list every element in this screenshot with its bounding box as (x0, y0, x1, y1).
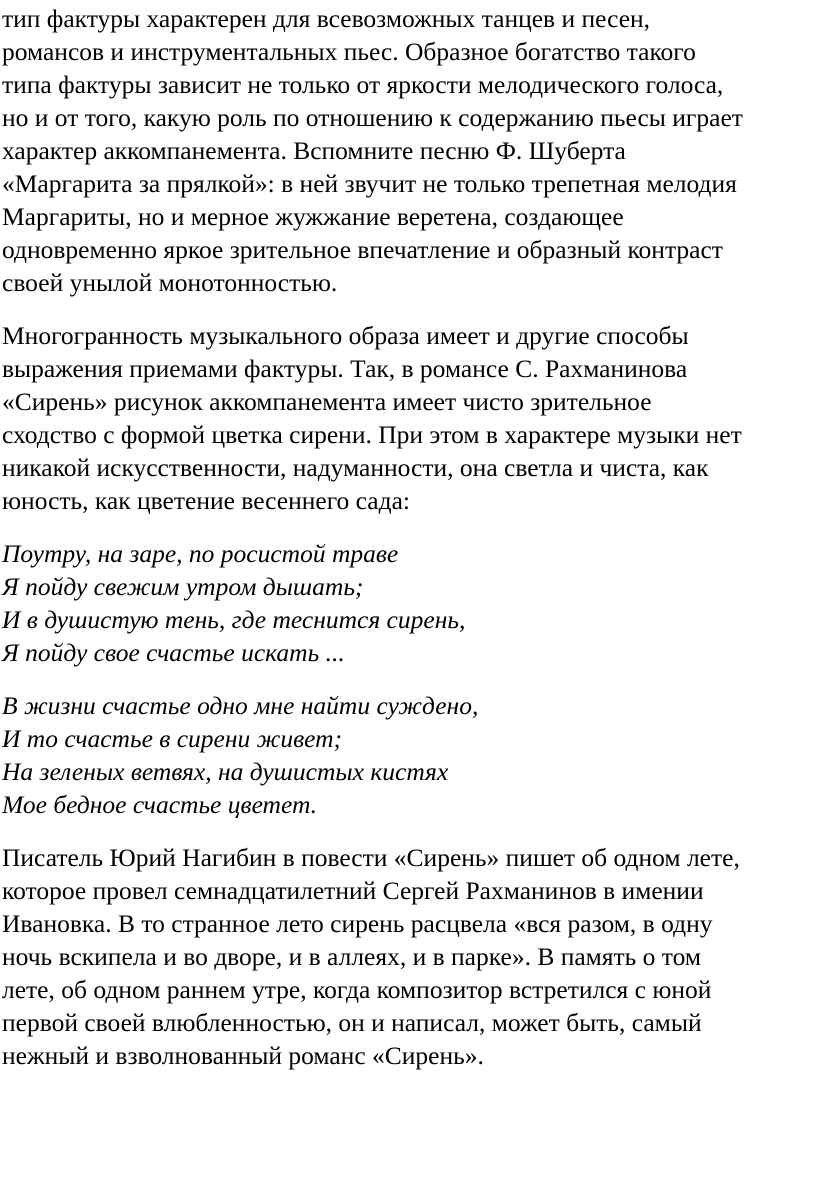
text-line: Писатель Юрий Нагибин в повести «Сирень» пишет об одном лете, (2, 843, 740, 872)
text-line: лете, об одном раннем утре, когда композитор встретился с юной (2, 975, 712, 1004)
paragraph-lilac-romance (2, 319, 816, 517)
poem-line: Я пойду свое счастье искать ... (2, 638, 345, 667)
poem-line: Я пойду свежим утром дышать; (2, 572, 364, 601)
text-line: первой своей влюбленностью, он и написал, может быть, самый (2, 1008, 702, 1037)
text-line: тип фактуры характерен для всевозможных танцев и песен, (2, 4, 651, 33)
text-line: выражения приемами фактуры. Так, в романсе С. Рахманинова (2, 354, 688, 383)
poem-line: И то счастье в сирени живет; (2, 724, 343, 753)
poem-line: В жизни счастье одно мне найти суждено, (2, 691, 479, 720)
text-line: романсов и инструментальных пьес. Образное богатство такого (2, 37, 696, 66)
text-line: «Сирень» рисунок аккомпанемента имеет чисто зрительное (2, 387, 652, 416)
text-line: никакой искусственности, надуманности, она светла и чиста, как (2, 453, 709, 482)
text-line: нежный и взволнованный романс «Сирень». (2, 1041, 484, 1070)
poem-stanza-1 (2, 537, 816, 669)
text-line: ночь вскипела и во дворе, и в аллеях, и в парке». В память о том (2, 942, 702, 971)
text-line: Маргариты, но и мерное жужжание веретена, создающее (2, 202, 624, 231)
poem-line: Поутру, на заре, по росистой траве (2, 539, 399, 568)
text-line: «Маргарита за прялкой»: в ней звучит не только трепетная мелодия (2, 169, 737, 198)
text-line: которое провел семнадцатилетний Сергей Рахманинов в имении (2, 876, 704, 905)
text-line: своей унылой монотонностью. (2, 268, 338, 297)
text-line: Ивановка. В то странное лето сирень расцвела «вся разом, в одну (2, 909, 713, 938)
text-line: характер аккомпанемента. Вспомните песню Ф. Шуберта (2, 136, 626, 165)
text-line: сходство с формой цветка сирени. При этом в характере музыки нет (2, 420, 742, 449)
text-line: Многогранность музыкального образа имеет и другие способы (2, 321, 689, 350)
poem-line: На зеленых ветвях, на душистых кистях (2, 757, 449, 786)
poem-line: Мое бедное счастье цветет. (2, 790, 318, 819)
paragraph-texture (2, 2, 816, 299)
text-line: типа фактуры зависит не только от яркости мелодического голоса, (2, 70, 724, 99)
text-line: но и от того, какую роль по отношению к содержанию пьесы играет (2, 103, 743, 132)
poem-line: И в душистую тень, где теснится сирень, (2, 605, 466, 634)
paragraph-nagibin (2, 841, 816, 1072)
poem-stanza-2 (2, 689, 816, 821)
text-line: одновременно яркое зрительное впечатление и образный контраст (2, 235, 723, 264)
text-line: юность, как цветение весеннего сада: (2, 486, 410, 515)
